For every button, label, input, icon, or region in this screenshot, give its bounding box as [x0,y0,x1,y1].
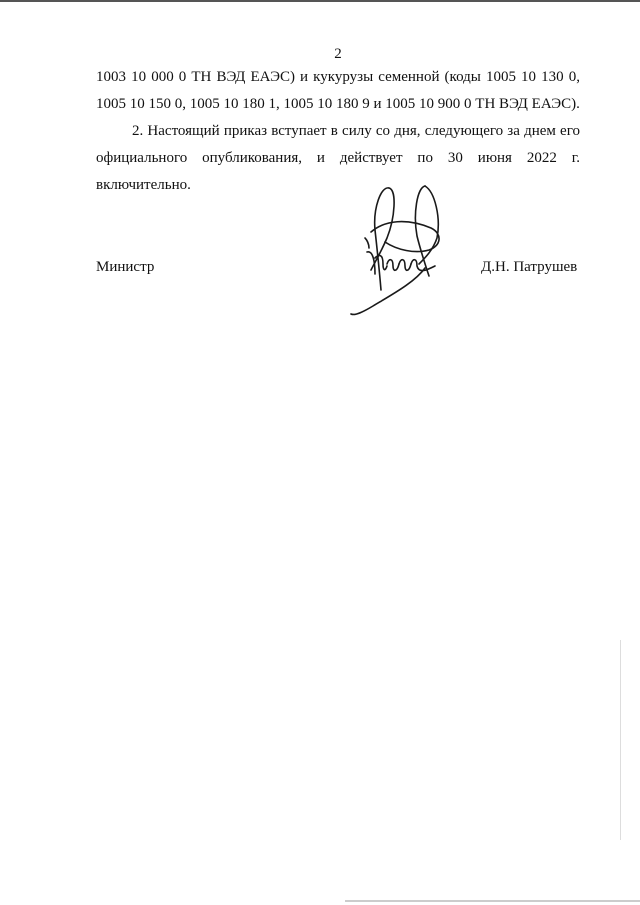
body-line-3: 2. Настоящий приказ вступает в силу со дня, следующего за днем его [132,123,580,139]
scan-edge-bottom [345,900,640,902]
body-line-5: включительно. [96,177,191,193]
page-number: 2 [334,46,342,62]
handwritten-signature [345,178,445,318]
body-line-2: 1005 10 150 0, 1005 10 180 1, 1005 10 180 9 и 1005 10 900 0 ТН ВЭД ЕАЭС). [96,96,580,112]
body-line-1: 1003 10 000 0 ТН ВЭД ЕАЭС) и кукурузы семенной (коды 1005 10 130 0, [96,69,580,85]
scan-edge-right [620,640,621,840]
body-line-4: официального опубликования, и действует по 30 июня 2022 г. [96,150,580,166]
scan-edge-top [0,0,640,2]
signatory-title: Министр [96,259,155,275]
signatory-name: Д.Н. Патрушев [481,259,578,275]
